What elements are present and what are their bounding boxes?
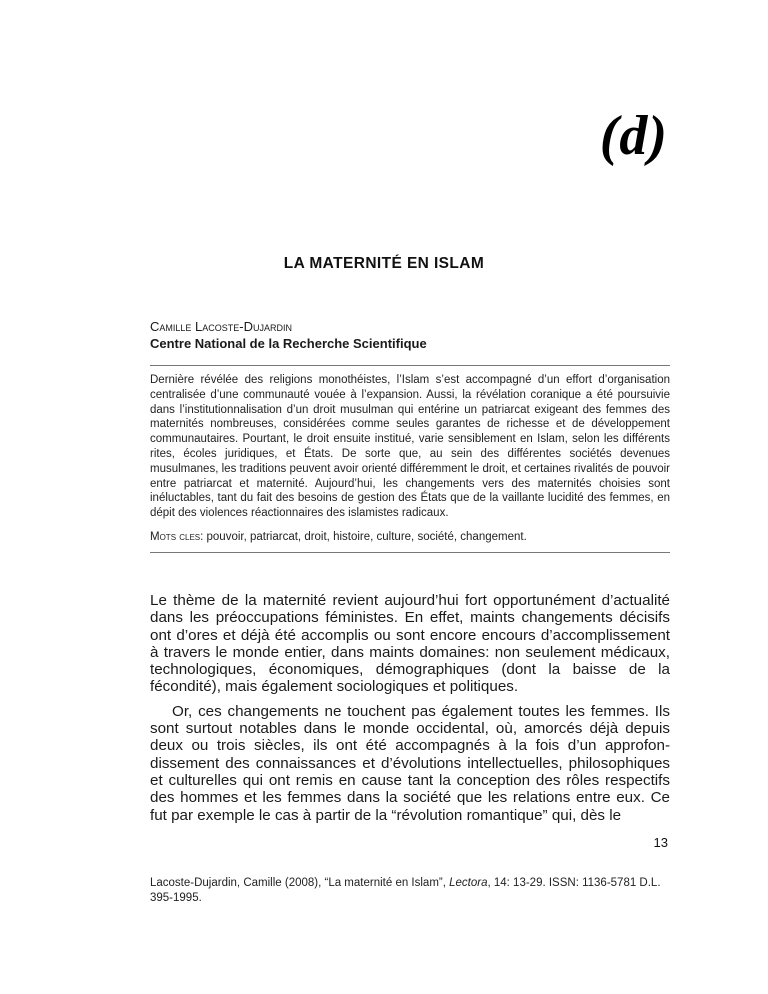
section-mark: (d)	[599, 105, 668, 167]
citation-text: Lacoste-Dujardin, Camille (2008), “La maternité en Islam”,	[150, 877, 450, 889]
body-paragraph: Or, ces changements ne touchent pas également toutes les femmes. Ils sont surtout notables dans le monde occidental, où, amorcés déjà depuis deux ou trois siècles, ils ont été accompagnés à la fois d’un approfondissement des connaissances et d’évolutions intellectuelles, philosophiques et culturelles qui ont remis en cause tant la conception des rôles respectifs des hommes et les femmes dans la société que les relations entre eux. Ce fut par exemple le cas à partir de la “révolution romantique” qui, dès le	[150, 702, 670, 824]
citation-journal: Lectora	[449, 877, 488, 889]
article-title: LA MATERNITÉ EN ISLAM	[283, 255, 485, 272]
keywords-values: : pouvoir, patriarcat, droit, histoire, culture, société, changement.	[200, 531, 527, 543]
citation-details: , 14: 13-29. ISSN: 1136-5781 D.L. 395-1995.	[150, 877, 661, 904]
keywords	[150, 530, 670, 544]
abstract-top-rule	[150, 365, 670, 366]
abstract: Dernière révélée des religions monothéistes, l’Islam s’est accompagné d’un effort d’organisation centralisée d’une communauté vouée à l’expansion. Aussi, la révélation coranique a été poursuivie dans l’institutionnalisation d’un droit musulman qui entérine un patriarcat exigeant des femmes des maternités nombreuses, considérées comme seules garantes de richesse et de développement communautaires. Pourtant, le droit ensuite institué, varie sensiblement en Islam, selon les différents rites, écoles juridiques, et États. De sorte que, au sein des différentes sociétés devenues musulmanes, les traditions peuvent avoir orienté différemment le droit, et certaines rivalités de pouvoir entre patriarcat et maternité. Aujourd’hui, les changements vers des maternités choisies sont inéluctables, tant du fait des besoins de gestion des États que de la vaillante lucidité des femmes, en dépit des violences réactionnaires des islamistes radicaux.	[150, 374, 670, 520]
author-affiliation: Centre National de la Recherche Scientifique	[150, 336, 427, 351]
keywords-label: Mots cles	[150, 531, 201, 543]
body-paragraph: Le thème de la maternité revient aujourd’hui fort opportunément d’actualité dans les préoccupations féministes. En effet, maints changements décisifs ont d’ores et déjà été accomplis ou sont encore encours d’accomplissement à travers le monde entier, dans maints domaines: non seulement médicaux, technologiques, économiques, démographiques (dont la baisse de la fécondité), mais également sociologiques et politiques.	[150, 592, 670, 696]
author-name: Camille Lacoste-Dujardin	[150, 319, 292, 334]
author-block	[150, 318, 427, 352]
body-text	[150, 592, 670, 824]
page-number: 13	[653, 835, 668, 850]
abstract-bottom-rule	[150, 552, 670, 553]
citation-footer	[150, 876, 670, 906]
